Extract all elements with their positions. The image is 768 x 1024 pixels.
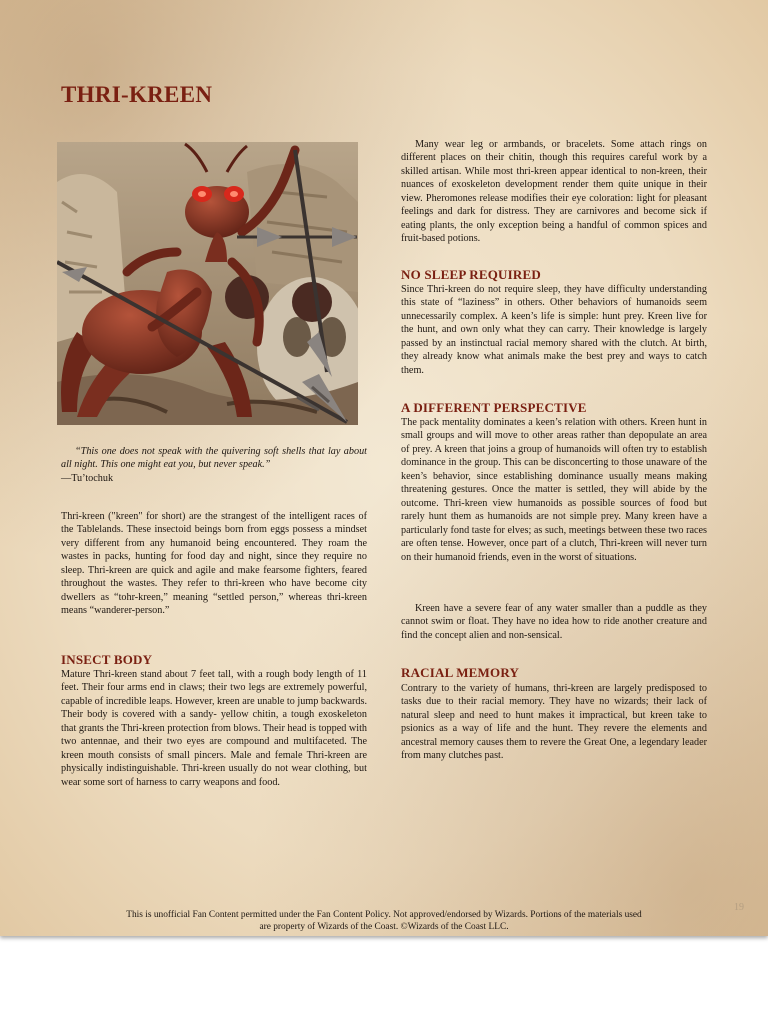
legal-footer [40, 910, 728, 933]
page-title: THRI-KREEN [61, 82, 213, 107]
section-text-perspective-water: Kreen have a severe fear of any water smaller than a puddle as they cannot swim or float. They have no idea how to ride another creature and find the concept alien and non-sensical. [401, 603, 707, 641]
section-text-racial-memory: Contrary to the variety of humans, thri-kreen are largely predisposed to tasks due to their racial memory. They have no wizards; their lack of natural sleep and need to hunt makes it impractical, but kreen take to psionics as a way of life and the hunt. They revere the elements and ancestral memory causes them to revere the Great One, a legendary leader from many clutches past. [401, 683, 707, 762]
section-heading-racial-memory: RACIAL MEMORY [401, 665, 520, 680]
intro-paragraph: Thri-kreen ("kreen" for short) are the strangest of the intelligent races of the Tablelands. These insectoid beings born from eggs possess a mindset very different from any humanoid being encountered. They roam the wastes in packs, hunting for food day and night, since they require no sleep. Thri-kreen are quick and agile and make fearsome fighters, feared throughout the wastes. They refer to thri-kreen who have become city dwellers as “tohr-kreen,” meaning “settled person,” whereas thri-kreen means “wanderer-person.” [61, 511, 367, 617]
thri-kreen-illustration [57, 142, 358, 425]
page-number: 19 [734, 902, 744, 913]
section-heading-insect-body: INSECT BODY [61, 652, 153, 667]
epigraph-quote [61, 445, 367, 485]
footer-line-2: are property of Wizards of the Coast. ©Wizards of the Coast LLC. [259, 921, 509, 932]
section-heading-no-sleep: NO SLEEP REQUIRED [401, 267, 541, 282]
section-text-perspective: The pack mentality dominates a keen’s relation with others. Kreen hunt in small groups and will move to other areas rather than depopulate an area of prey. A kreen that joins a group of humanoids will often try to establish dominance in the group. This can be disconcerting to those unaware of the keen’s behavior, since establishing dominance usually means making threatening gestures. Once the matter is settled, they will abide by the outcome. Thri-kreen view humanoids as possible sources of food but rarely hunt them as humanoids are not simple prey. Many kreen have a particularly fond taste for elves; as such, meetings between these two races are often tense. However, once part of a clutch, Thri-kreen will never turn on their humanoid friends, even in the worst of situations. [401, 417, 707, 563]
section-text-no-sleep: Since Thri-kreen do not require sleep, they have difficulty understanding this state of “laziness” in others. Other behaviors of humanoids seem unnecessarily complex. A keen’s life is simple: hunt prey. Kreen live for the hunt, and own only what they can carry. Their knowledge is largely passed by an instinctual racial memory shared with the clutch. At birth, they already know what animals make the best prey and ways to catch them. [401, 284, 707, 376]
section-text-insect-body: Mature Thri-kreen stand about 7 feet tall, with a rough body length of 11 feet. Their four arms end in claws; their two legs are extremely powerful, capable of incredible leaps. However, kreen are unable to jump backwards. Their body is covered with a sandy- yellow chitin, a tough exoskeleton that grants the Thri-kreen protection from blows. Their head is topped with two antennae, and their two eyes are compound and multifaceted. The kreen mouth consists of small pincers. Male and female Thri-kreen are physically indistinguishable. Thri-kreen usually do not wear clothing, but wear some sort of harness to carry weapons and food. [61, 669, 367, 788]
footer-line-1: This is unofficial Fan Content permitted under the Fan Content Policy. Not approved/endorsed by Wizards. Portions of the materials used [126, 910, 642, 920]
rings-paragraph: Many wear leg or armbands, or bracelets. Some attach rings on different places on their chitin, though this requires careful work by a skilled artisan. While most thri-kreen appear identical to non-kreen, their nuances of exoskeleton development render them quite unique in their view. Pheromones release modifies their eye coloration: light for pleasant feelings and dark for distress. They are carnivores and become sick if eating plants, the only exception being a handful of common spices and fruit-based potions. [401, 139, 707, 245]
quote-attribution: —Tu’tochuk [61, 472, 114, 484]
section-heading-perspective: A DIFFERENT PERSPECTIVE [401, 400, 587, 415]
quote-text: “This one does not speak with the quivering soft shells that lay about all night. This one might eat you, but never speak.” [61, 446, 367, 471]
